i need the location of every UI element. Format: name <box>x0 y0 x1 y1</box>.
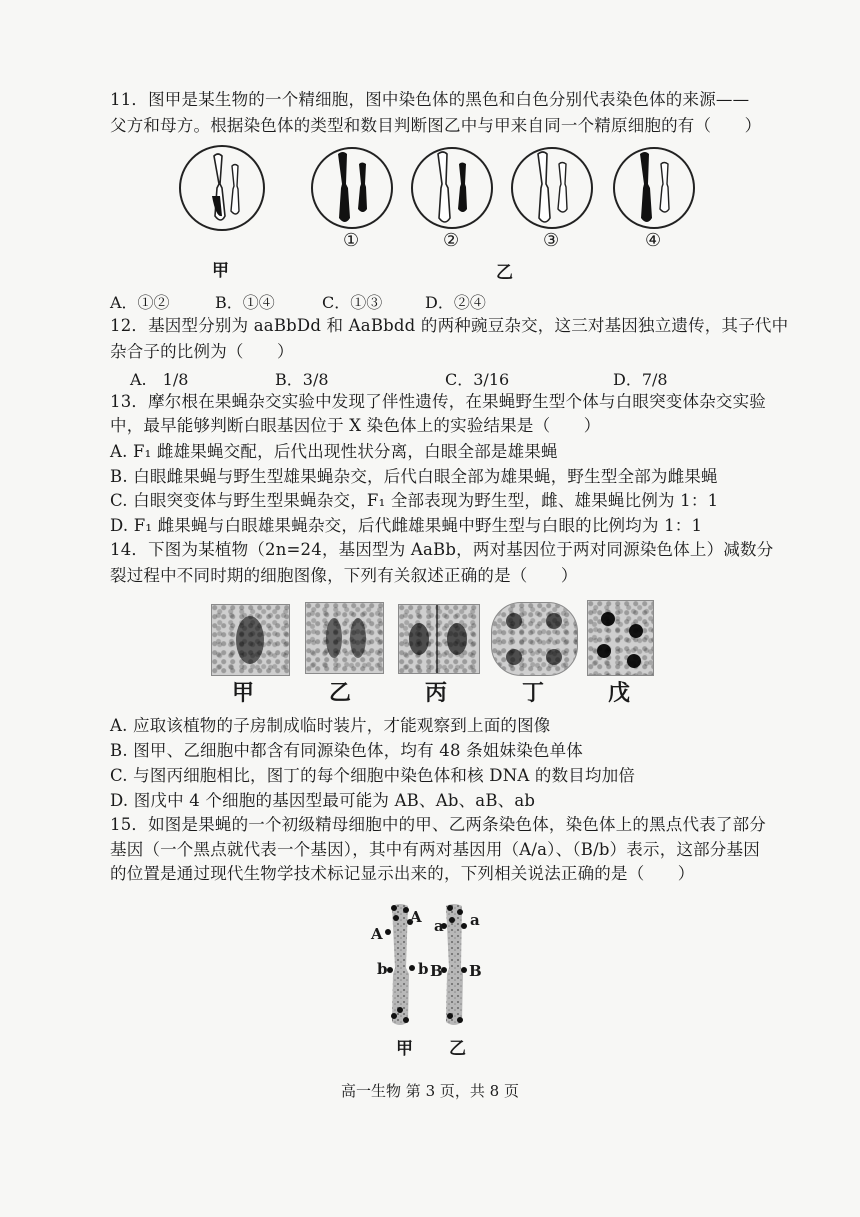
micrograph-bing <box>398 604 480 674</box>
stage-label-jia: 甲 <box>232 680 255 706</box>
q11-option-a[interactable]: A．①② <box>110 293 170 312</box>
micrograph-yi <box>305 602 384 674</box>
q12-option-b[interactable]: B．3/8 <box>275 370 329 389</box>
gene-B-left-of-yi: B <box>430 962 443 980</box>
cell-4 <box>614 148 694 228</box>
q11-option-b[interactable]: B．①④ <box>215 293 275 312</box>
gene-A-left-of-jia: A <box>371 925 383 943</box>
q15-stem-line2: 基因（一个黑点就代表一个基因），其中有两对基因用（A/a）、（B/b）表示，这部分基因 <box>110 840 760 859</box>
cell-2 <box>412 148 492 228</box>
q11-option-c[interactable]: C．①③ <box>322 293 383 312</box>
page-footer: 高一生物 第 3 页，共 8 页 <box>341 1082 519 1100</box>
q13-option-d[interactable]: D. F₁ 雌果蝇与白眼雄果蝇杂交，后代雌雄果蝇中野生型与白眼的比例均为 1：1 <box>110 516 703 535</box>
chromosome-yi-label: 乙 <box>449 1039 466 1059</box>
cell-3 <box>512 148 592 228</box>
gene-a-right-of-yi: a <box>470 911 480 929</box>
gene-a-left-of-yi: a <box>434 917 444 935</box>
q15-stem-line3: 的位置是通过现代生物学技术标记显示出来的，下列相关说法正确的是（ ） <box>110 864 695 883</box>
gene-B-right-of-yi: B <box>469 962 482 980</box>
stage-label-wu: 戊 <box>608 680 631 706</box>
stage-label-bing: 丙 <box>425 680 448 706</box>
q12-option-c[interactable]: C．3/16 <box>445 370 510 389</box>
q12-option-a[interactable]: A. 1/8 <box>130 370 189 389</box>
q12-stem-line2: 杂合子的比例为（ ） <box>110 342 294 361</box>
q13-stem-line2: 中，最早能够判断白眼基因位于 X 染色体上的实验结果是（ ） <box>110 416 601 435</box>
stage-label-yi: 乙 <box>329 680 352 706</box>
q15-stem-line1: 15．如图是果蝇的一个初级精母细胞中的甲、乙两条染色体，染色体上的黑点代表了部分 <box>110 815 766 834</box>
q14-stem-line1: 14．下图为某植物（2n=24，基因型为 AaBb，两对基因位于两对同源染色体上）减数分 <box>110 540 774 559</box>
q11-stem-line2: 父方和母方。根据染色体的类型和数目判断图乙中与甲来自同一个精原细胞的有（ ） <box>110 116 762 135</box>
q12-option-d[interactable]: D．7/8 <box>613 370 668 389</box>
micrograph-ding <box>491 602 578 676</box>
figure-jia-label: 甲 <box>212 261 229 281</box>
q14-option-b[interactable]: B. 图甲、乙细胞中都含有同源染色体，均有 48 条姐妹染色单体 <box>110 741 584 760</box>
cell-1 <box>312 148 392 228</box>
micrograph-jia <box>211 604 290 676</box>
gene-A-right-of-jia: A <box>410 908 422 926</box>
gene-b-left-of-jia: b <box>377 960 388 978</box>
figure-yi-label: 乙 <box>496 263 513 283</box>
micrograph-wu <box>587 600 654 676</box>
q11-option-d[interactable]: D．②④ <box>425 293 486 312</box>
cell-1-label: ① <box>343 230 360 251</box>
q14-stem-line2: 裂过程中不同时期的细胞图像，下列有关叙述正确的是（ ） <box>110 566 578 585</box>
q13-option-a[interactable]: A. F₁ 雌雄果蝇交配，后代出现性状分离，白眼全部是雄果蝇 <box>110 442 558 461</box>
q13-option-b[interactable]: B. 白眼雌果蝇与野生型雄果蝇杂交，后代白眼全部为雄果蝇，野生型全部为雌果蝇 <box>110 467 718 486</box>
cell-3-label: ③ <box>543 230 560 251</box>
gene-b-right-of-jia: b <box>418 960 429 978</box>
q13-option-c[interactable]: C. 白眼突变体与野生型果蝇杂交，F₁ 全部表现为野生型，雌、雄果蝇比例为 1：1 <box>110 491 719 510</box>
cell-2-label: ② <box>443 230 460 251</box>
q14-option-c[interactable]: C. 与图丙细胞相比，图丁的每个细胞中染色体和核 DNA 的数目均加倍 <box>110 766 636 785</box>
chromosome-jia-label: 甲 <box>396 1039 413 1059</box>
cell-jia <box>180 146 264 230</box>
q14-option-a[interactable]: A. 应取该植物的子房制成临时装片，才能观察到上面的图像 <box>110 716 551 735</box>
stage-label-ding: 丁 <box>522 680 545 706</box>
q14-option-d[interactable]: D. 图戊中 4 个细胞的基因型最可能为 AB、Ab、aB、ab <box>110 791 536 810</box>
cell-4-label: ④ <box>645 230 662 251</box>
q12-stem-line1: 12．基因型分别为 aaBbDd 和 AaBbdd 的两种豌豆杂交，这三对基因独立遗传，其子代中 <box>110 316 789 335</box>
q13-stem-line1: 13．摩尔根在果蝇杂交实验中发现了伴性遗传，在果蝇野生型个体与白眼突变体杂交实验 <box>110 392 766 411</box>
q11-stem-line1: 11．图甲是某生物的一个精细胞，图中染色体的黑色和白色分别代表染色体的来源—— <box>110 90 750 109</box>
